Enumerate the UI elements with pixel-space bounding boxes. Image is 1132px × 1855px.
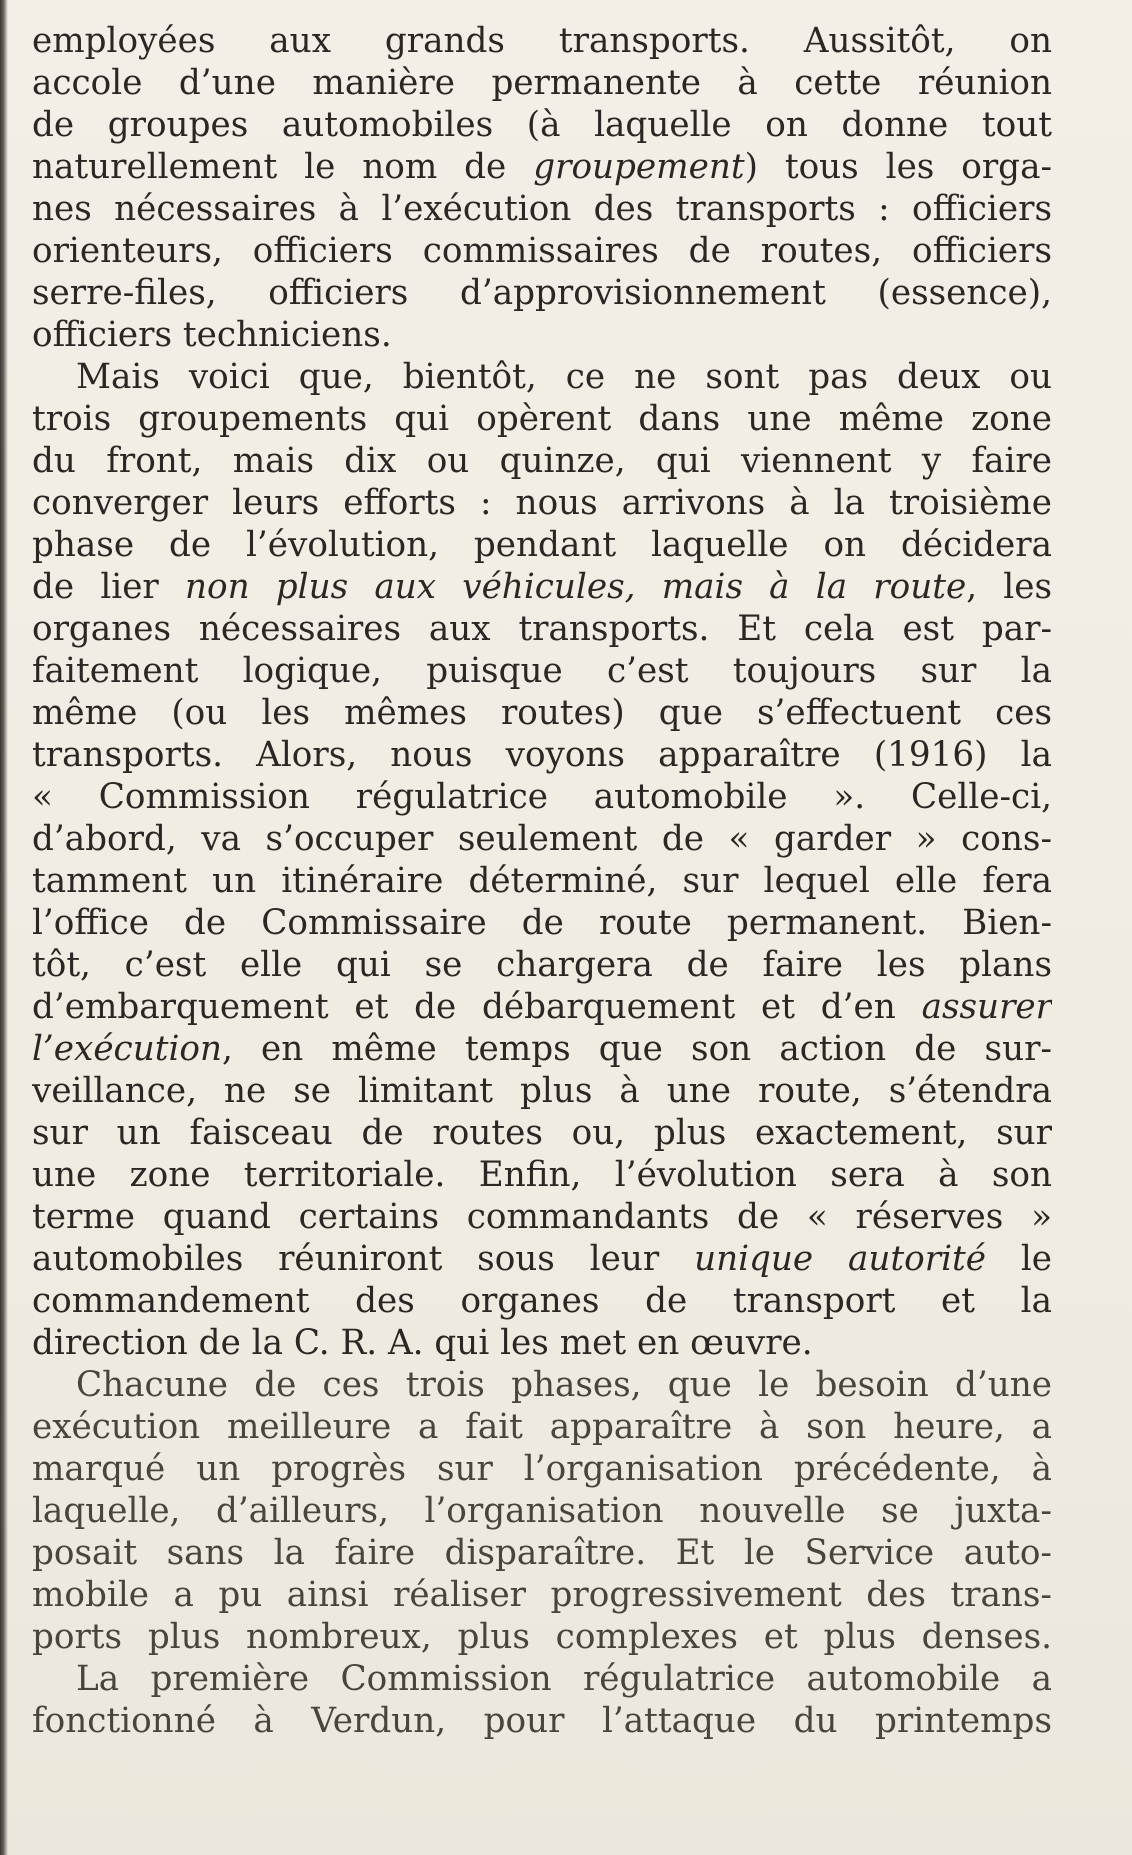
text-segment: posait sans la faire disparaître. Et le Service auto-: [32, 1533, 1052, 1573]
text-line: [32, 818, 1052, 860]
italic-text-segment: non plus aux véhicules, mais à la route: [184, 567, 967, 607]
text-line: [32, 1616, 1052, 1658]
text-line: [32, 146, 1052, 188]
text-segment: naturellement le nom de: [32, 147, 534, 187]
text-line: [32, 272, 1052, 314]
text-line: [32, 1448, 1052, 1490]
text-line: [32, 104, 1052, 146]
text-segment: une zone territoriale. Enfin, l’évolution sera à son: [32, 1155, 1052, 1195]
text-segment: , en même temps que son action de sur-: [221, 1029, 1052, 1069]
text-segment: phase de l’évolution, pendant laquelle on décidera: [32, 525, 1052, 565]
text-segment: « Commission régulatrice automobile ». Celle-ci,: [32, 777, 1052, 817]
text-segment: d’abord, va s’occuper seulement de « garder » cons-: [32, 819, 1052, 859]
italic-text-segment: groupement: [533, 147, 745, 187]
text-segment: exécution meilleure a fait apparaître à son heure, a: [32, 1407, 1052, 1447]
text-segment: terme quand certains commandants de « réserves »: [32, 1197, 1052, 1237]
text-line: [32, 650, 1052, 692]
text-line: [32, 398, 1052, 440]
text-segment: tôt, c’est elle qui se chargera de faire les plans: [32, 945, 1052, 985]
text-segment: l’office de Commissaire de route permanent. Bien-: [32, 903, 1052, 943]
text-line: [32, 1574, 1052, 1616]
text-line: [32, 1112, 1052, 1154]
text-line: [32, 692, 1052, 734]
text-segment: employées aux grands transports. Aussitôt, on: [32, 21, 1052, 61]
text-line: [32, 1028, 1052, 1070]
text-segment: orienteurs, officiers commissaires de routes, officiers: [32, 231, 1052, 271]
text-segment: converger leurs efforts : nous arrivons à la troisième: [32, 483, 1052, 523]
text-segment: Chacune de ces trois phases, que le besoin d’une: [76, 1365, 1052, 1405]
text-line: [32, 1658, 1052, 1700]
text-segment: automobiles réuniront sous leur: [32, 1239, 695, 1279]
text-segment: officiers techniciens.: [32, 315, 392, 355]
text-segment: veillance, ne se limitant plus à une route, s’étendra: [32, 1071, 1052, 1111]
text-segment: sur un faisceau de routes ou, plus exactement, sur: [32, 1113, 1052, 1153]
text-line: [32, 314, 1052, 356]
text-line: [32, 1532, 1052, 1574]
text-line: [32, 1322, 1052, 1364]
text-segment: La première Commission régulatrice automobile a: [76, 1659, 1052, 1699]
text-line: [32, 1154, 1052, 1196]
text-segment: transports. Alors, nous voyons apparaître (1916) la: [32, 735, 1052, 775]
text-segment: fonctionné à Verdun, pour l’attaque du printemps: [32, 1701, 1052, 1741]
text-line: [32, 902, 1052, 944]
text-line: [32, 1364, 1052, 1406]
text-segment: accole d’une manière permanente à cette réunion: [32, 63, 1052, 103]
text-line: [32, 62, 1052, 104]
text-segment: de groupes automobiles (à laquelle on donne tout: [32, 105, 1052, 145]
text-segment: du front, mais dix ou quinze, qui viennent y faire: [32, 441, 1052, 481]
text-segment: ) tous les orga-: [744, 147, 1052, 187]
text-line: [32, 986, 1052, 1028]
text-segment: ports plus nombreux, plus complexes et plus denses.: [32, 1617, 1052, 1657]
text-segment: direction de la C. R. A. qui les met en œuvre.: [32, 1323, 813, 1363]
text-line: [32, 566, 1052, 608]
page-gutter-edge: [0, 0, 8, 1855]
text-line: [32, 776, 1052, 818]
text-line: [32, 1238, 1052, 1280]
text-line: [32, 1070, 1052, 1112]
text-segment: d’embarquement et de débarquement et d’en: [32, 987, 922, 1027]
text-line: [32, 734, 1052, 776]
text-line: [32, 1490, 1052, 1532]
text-line: [32, 230, 1052, 272]
text-line: [32, 440, 1052, 482]
text-line: [32, 188, 1052, 230]
text-segment: laquelle, d’ailleurs, l’organisation nouvelle se juxta-: [32, 1491, 1052, 1531]
text-line: [32, 524, 1052, 566]
text-line: [32, 1196, 1052, 1238]
text-segment: Mais voici que, bientôt, ce ne sont pas deux ou: [76, 357, 1052, 397]
text-line: [32, 1280, 1052, 1322]
text-segment: marqué un progrès sur l’organisation précédente, à: [32, 1449, 1052, 1489]
text-segment: mobile a pu ainsi réaliser progressivement des trans-: [32, 1575, 1052, 1615]
italic-text-segment: assurer: [921, 987, 1052, 1027]
text-segment: trois groupements qui opèrent dans une même zone: [32, 399, 1052, 439]
italic-text-segment: unique autorité: [694, 1239, 986, 1279]
text-line: [32, 860, 1052, 902]
italic-text-segment: l’exécution: [32, 1029, 222, 1069]
text-line: [32, 20, 1052, 62]
text-segment: de lier: [32, 567, 185, 607]
text-segment: nes nécessaires à l’exécution des transports : officiers: [32, 189, 1052, 229]
text-segment: tamment un itinéraire déterminé, sur lequel elle fera: [32, 861, 1052, 901]
text-segment: le: [985, 1239, 1052, 1279]
body-text: [32, 20, 1052, 1742]
text-line: [32, 356, 1052, 398]
text-segment: commandement des organes de transport et la: [32, 1281, 1052, 1321]
text-segment: organes nécessaires aux transports. Et cela est par-: [32, 609, 1052, 649]
text-segment: , les: [966, 567, 1052, 607]
text-line: [32, 944, 1052, 986]
text-line: [32, 1700, 1052, 1742]
text-line: [32, 482, 1052, 524]
text-segment: même (ou les mêmes routes) que s’effectuent ces: [32, 693, 1052, 733]
text-line: [32, 608, 1052, 650]
text-segment: faitement logique, puisque c’est toujours sur la: [32, 651, 1052, 691]
text-line: [32, 1406, 1052, 1448]
text-segment: serre-files, officiers d’approvisionnement (essence),: [32, 273, 1052, 313]
